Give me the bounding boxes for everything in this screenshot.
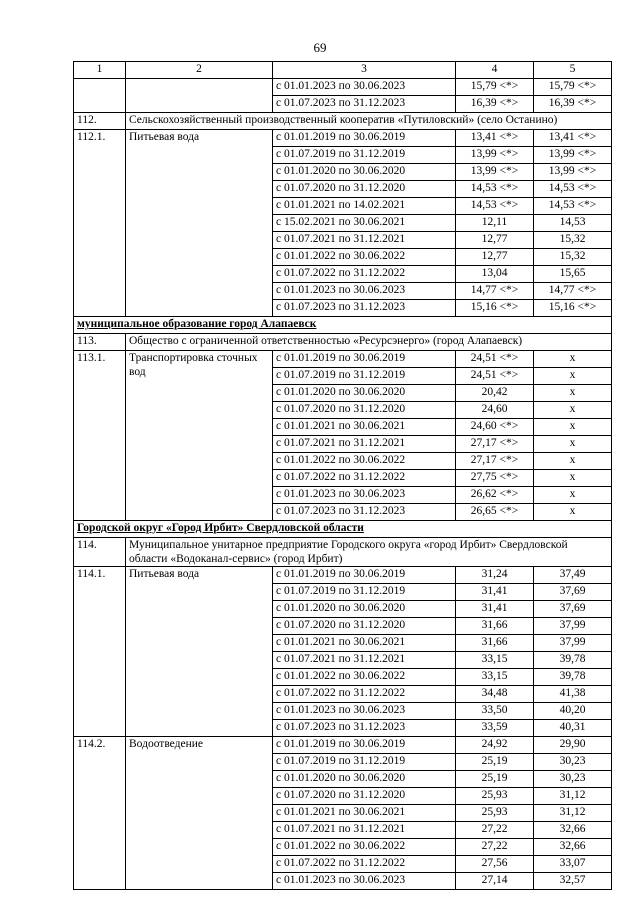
- tariff-row: [74, 79, 612, 96]
- tariff-vat-value-cell: 29,90: [534, 737, 612, 754]
- tariff-vat-value-cell: x: [534, 385, 612, 402]
- header-cell: 1: [74, 62, 126, 79]
- tariff-value-cell: 33,59: [456, 720, 534, 737]
- tariff-vat-value-cell: 13,99 <*>: [534, 164, 612, 181]
- tariff-row: [74, 567, 612, 584]
- tariff-value-cell: 13,99 <*>: [456, 147, 534, 164]
- row-number: 112.1.: [74, 130, 126, 317]
- row-number: 114.1.: [74, 567, 126, 737]
- tariff-value-cell: 24,92: [456, 737, 534, 754]
- period-cell: с 01.01.2021 по 14.02.2021: [273, 198, 456, 215]
- tariff-vat-value-cell: 37,69: [534, 601, 612, 618]
- tariff-value-cell: 14,53 <*>: [456, 181, 534, 198]
- header-cell: 4: [456, 62, 534, 79]
- tariff-value-cell: 24,60 <*>: [456, 419, 534, 436]
- period-cell: с 01.01.2020 по 30.06.2020: [273, 164, 456, 181]
- tariff-value-cell: 15,79 <*>: [456, 79, 534, 96]
- tariff-value-cell: 24,60: [456, 402, 534, 419]
- period-cell: с 01.07.2019 по 31.12.2019: [273, 147, 456, 164]
- tariff-vat-value-cell: 32,66: [534, 839, 612, 856]
- tariff-value-cell: 13,04: [456, 266, 534, 283]
- tariff-vat-value-cell: x: [534, 368, 612, 385]
- tariff-table: [73, 61, 612, 890]
- tariff-vat-value-cell: 15,16 <*>: [534, 300, 612, 317]
- period-cell: с 01.01.2022 по 30.06.2022: [273, 453, 456, 470]
- tariff-value-cell: 25,93: [456, 805, 534, 822]
- header-row: [74, 62, 612, 79]
- tariff-vat-value-cell: 40,31: [534, 720, 612, 737]
- tariff-vat-value-cell: 30,23: [534, 771, 612, 788]
- header-cell: 2: [126, 62, 273, 79]
- period-cell: с 01.01.2019 по 30.06.2019: [273, 567, 456, 584]
- tariff-vat-value-cell: 37,99: [534, 635, 612, 652]
- header-cell: 5: [534, 62, 612, 79]
- tariff-value-cell: 31,24: [456, 567, 534, 584]
- tariff-vat-value-cell: x: [534, 351, 612, 368]
- period-cell: с 01.07.2022 по 31.12.2022: [273, 686, 456, 703]
- row-number: [74, 79, 126, 113]
- period-cell: с 01.07.2023 по 31.12.2023: [273, 96, 456, 113]
- period-cell: с 01.01.2020 по 30.06.2020: [273, 385, 456, 402]
- section-row: [74, 521, 612, 538]
- period-cell: с 01.07.2020 по 31.12.2020: [273, 788, 456, 805]
- tariff-table-body: [74, 62, 612, 890]
- tariff-vat-value-cell: 13,41 <*>: [534, 130, 612, 147]
- tariff-value-cell: 15,16 <*>: [456, 300, 534, 317]
- period-cell: с 01.01.2023 по 30.06.2023: [273, 283, 456, 300]
- tariff-value-cell: 25,19: [456, 771, 534, 788]
- tariff-value-cell: 33,15: [456, 669, 534, 686]
- period-cell: с 01.01.2019 по 30.06.2019: [273, 351, 456, 368]
- tariff-vat-value-cell: x: [534, 470, 612, 487]
- service-name: Водоотведение: [126, 737, 273, 890]
- tariff-vat-value-cell: 32,57: [534, 873, 612, 890]
- period-cell: с 01.07.2023 по 31.12.2023: [273, 300, 456, 317]
- service-name: Питьевая вода: [126, 130, 273, 317]
- row-number: 112.: [74, 113, 126, 130]
- tariff-value-cell: 31,41: [456, 584, 534, 601]
- tariff-row: [74, 130, 612, 147]
- tariff-value-cell: 34,48: [456, 686, 534, 703]
- tariff-vat-value-cell: 37,49: [534, 567, 612, 584]
- period-cell: с 01.07.2023 по 31.12.2023: [273, 720, 456, 737]
- period-cell: с 01.07.2021 по 31.12.2021: [273, 232, 456, 249]
- tariff-value-cell: 16,39 <*>: [456, 96, 534, 113]
- tariff-vat-value-cell: 39,78: [534, 652, 612, 669]
- period-cell: с 01.07.2020 по 31.12.2020: [273, 618, 456, 635]
- tariff-vat-value-cell: 15,65: [534, 266, 612, 283]
- service-name: [126, 79, 273, 113]
- tariff-value-cell: 27,14: [456, 873, 534, 890]
- tariff-row: [74, 737, 612, 754]
- tariff-vat-value-cell: x: [534, 504, 612, 521]
- tariff-value-cell: 33,50: [456, 703, 534, 720]
- period-cell: с 01.01.2022 по 30.06.2022: [273, 839, 456, 856]
- organization-name: Муниципальное унитарное предприятие Городского округа «город Ирбит» Свердловской области «Водоканал-сервис» (город Ирбит): [126, 538, 612, 567]
- period-cell: с 01.01.2019 по 30.06.2019: [273, 130, 456, 147]
- tariff-value-cell: 12,11: [456, 215, 534, 232]
- tariff-value-cell: 12,77: [456, 249, 534, 266]
- tariff-value-cell: 33,15: [456, 652, 534, 669]
- tariff-value-cell: 31,66: [456, 618, 534, 635]
- tariff-vat-value-cell: 39,78: [534, 669, 612, 686]
- period-cell: с 01.01.2022 по 30.06.2022: [273, 249, 456, 266]
- period-cell: с 01.01.2021 по 30.06.2021: [273, 419, 456, 436]
- page-number: 69: [313, 40, 327, 55]
- organization-row: [74, 334, 612, 351]
- period-cell: с 01.07.2021 по 31.12.2021: [273, 652, 456, 669]
- row-number: 114.: [74, 538, 126, 567]
- tariff-value-cell: 25,93: [456, 788, 534, 805]
- period-cell: с 01.07.2021 по 31.12.2021: [273, 822, 456, 839]
- period-cell: с 01.07.2022 по 31.12.2022: [273, 470, 456, 487]
- tariff-vat-value-cell: x: [534, 487, 612, 504]
- section-title: Городской округ «Город Ирбит» Свердловской области: [74, 521, 612, 538]
- tariff-vat-value-cell: 14,77 <*>: [534, 283, 612, 300]
- tariff-vat-value-cell: 37,69: [534, 584, 612, 601]
- period-cell: с 01.01.2023 по 30.06.2023: [273, 79, 456, 96]
- tariff-vat-value-cell: x: [534, 436, 612, 453]
- section-title: муниципальное образование город Алапаевск: [74, 317, 612, 334]
- tariff-value-cell: 24,51 <*>: [456, 368, 534, 385]
- tariff-vat-value-cell: 14,53 <*>: [534, 198, 612, 215]
- period-cell: с 01.07.2020 по 31.12.2020: [273, 181, 456, 198]
- tariff-value-cell: 27,22: [456, 822, 534, 839]
- tariff-value-cell: 13,41 <*>: [456, 130, 534, 147]
- tariff-vat-value-cell: 14,53 <*>: [534, 181, 612, 198]
- tariff-vat-value-cell: 31,12: [534, 805, 612, 822]
- tariff-vat-value-cell: x: [534, 419, 612, 436]
- service-name: Транспортировка сточных вод: [126, 351, 273, 521]
- tariff-value-cell: 13,99 <*>: [456, 164, 534, 181]
- tariff-vat-value-cell: 32,66: [534, 822, 612, 839]
- tariff-vat-value-cell: x: [534, 402, 612, 419]
- tariff-value-cell: 27,22: [456, 839, 534, 856]
- tariff-vat-value-cell: 15,79 <*>: [534, 79, 612, 96]
- tariff-value-cell: 31,66: [456, 635, 534, 652]
- tariff-value-cell: 20,42: [456, 385, 534, 402]
- tariff-value-cell: 27,75 <*>: [456, 470, 534, 487]
- tariff-vat-value-cell: 37,99: [534, 618, 612, 635]
- tariff-vat-value-cell: 40,20: [534, 703, 612, 720]
- period-cell: с 01.01.2023 по 30.06.2023: [273, 873, 456, 890]
- row-number: 113.: [74, 334, 126, 351]
- organization-row: [74, 113, 612, 130]
- period-cell: с 01.07.2021 по 31.12.2021: [273, 436, 456, 453]
- tariff-value-cell: 14,77 <*>: [456, 283, 534, 300]
- period-cell: с 01.07.2019 по 31.12.2019: [273, 368, 456, 385]
- tariff-vat-value-cell: 13,99 <*>: [534, 147, 612, 164]
- period-cell: с 01.01.2020 по 30.06.2020: [273, 771, 456, 788]
- tariff-value-cell: 12,77: [456, 232, 534, 249]
- tariff-value-cell: 27,56: [456, 856, 534, 873]
- tariff-vat-value-cell: 31,12: [534, 788, 612, 805]
- period-cell: с 01.07.2022 по 31.12.2022: [273, 266, 456, 283]
- organization-name: Сельскохозяйственный производственный кооператив «Путиловский» (село Останино): [126, 113, 612, 130]
- period-cell: с 01.01.2020 по 30.06.2020: [273, 601, 456, 618]
- period-cell: с 01.07.2022 по 31.12.2022: [273, 856, 456, 873]
- tariff-vat-value-cell: 33,07: [534, 856, 612, 873]
- organization-row: [74, 538, 612, 567]
- row-number: 113.1.: [74, 351, 126, 521]
- period-cell: с 01.01.2023 по 30.06.2023: [273, 703, 456, 720]
- tariff-vat-value-cell: 14,53: [534, 215, 612, 232]
- tariff-value-cell: 31,41: [456, 601, 534, 618]
- tariff-row: [74, 351, 612, 368]
- period-cell: с 01.07.2019 по 31.12.2019: [273, 754, 456, 771]
- period-cell: с 01.07.2023 по 31.12.2023: [273, 504, 456, 521]
- tariff-value-cell: 14,53 <*>: [456, 198, 534, 215]
- tariff-vat-value-cell: 16,39 <*>: [534, 96, 612, 113]
- row-number: 114.2.: [74, 737, 126, 890]
- period-cell: с 01.01.2021 по 30.06.2021: [273, 635, 456, 652]
- tariff-vat-value-cell: 15,32: [534, 232, 612, 249]
- tariff-vat-value-cell: 41,38: [534, 686, 612, 703]
- period-cell: с 01.01.2022 по 30.06.2022: [273, 669, 456, 686]
- service-name: Питьевая вода: [126, 567, 273, 737]
- period-cell: с 01.01.2021 по 30.06.2021: [273, 805, 456, 822]
- period-cell: с 15.02.2021 по 30.06.2021: [273, 215, 456, 232]
- section-row: [74, 317, 612, 334]
- organization-name: Общество с ограниченной ответственностью «Ресурсэнерго» (город Алапаевск): [126, 334, 612, 351]
- period-cell: с 01.07.2019 по 31.12.2019: [273, 584, 456, 601]
- tariff-vat-value-cell: x: [534, 453, 612, 470]
- tariff-value-cell: 25,19: [456, 754, 534, 771]
- tariff-vat-value-cell: 30,23: [534, 754, 612, 771]
- tariff-value-cell: 26,62 <*>: [456, 487, 534, 504]
- header-cell: 3: [273, 62, 456, 79]
- tariff-vat-value-cell: 15,32: [534, 249, 612, 266]
- period-cell: с 01.01.2023 по 30.06.2023: [273, 487, 456, 504]
- period-cell: с 01.01.2019 по 30.06.2019: [273, 737, 456, 754]
- period-cell: с 01.07.2020 по 31.12.2020: [273, 402, 456, 419]
- tariff-value-cell: 27,17 <*>: [456, 453, 534, 470]
- tariff-value-cell: 24,51 <*>: [456, 351, 534, 368]
- tariff-value-cell: 27,17 <*>: [456, 436, 534, 453]
- tariff-value-cell: 26,65 <*>: [456, 504, 534, 521]
